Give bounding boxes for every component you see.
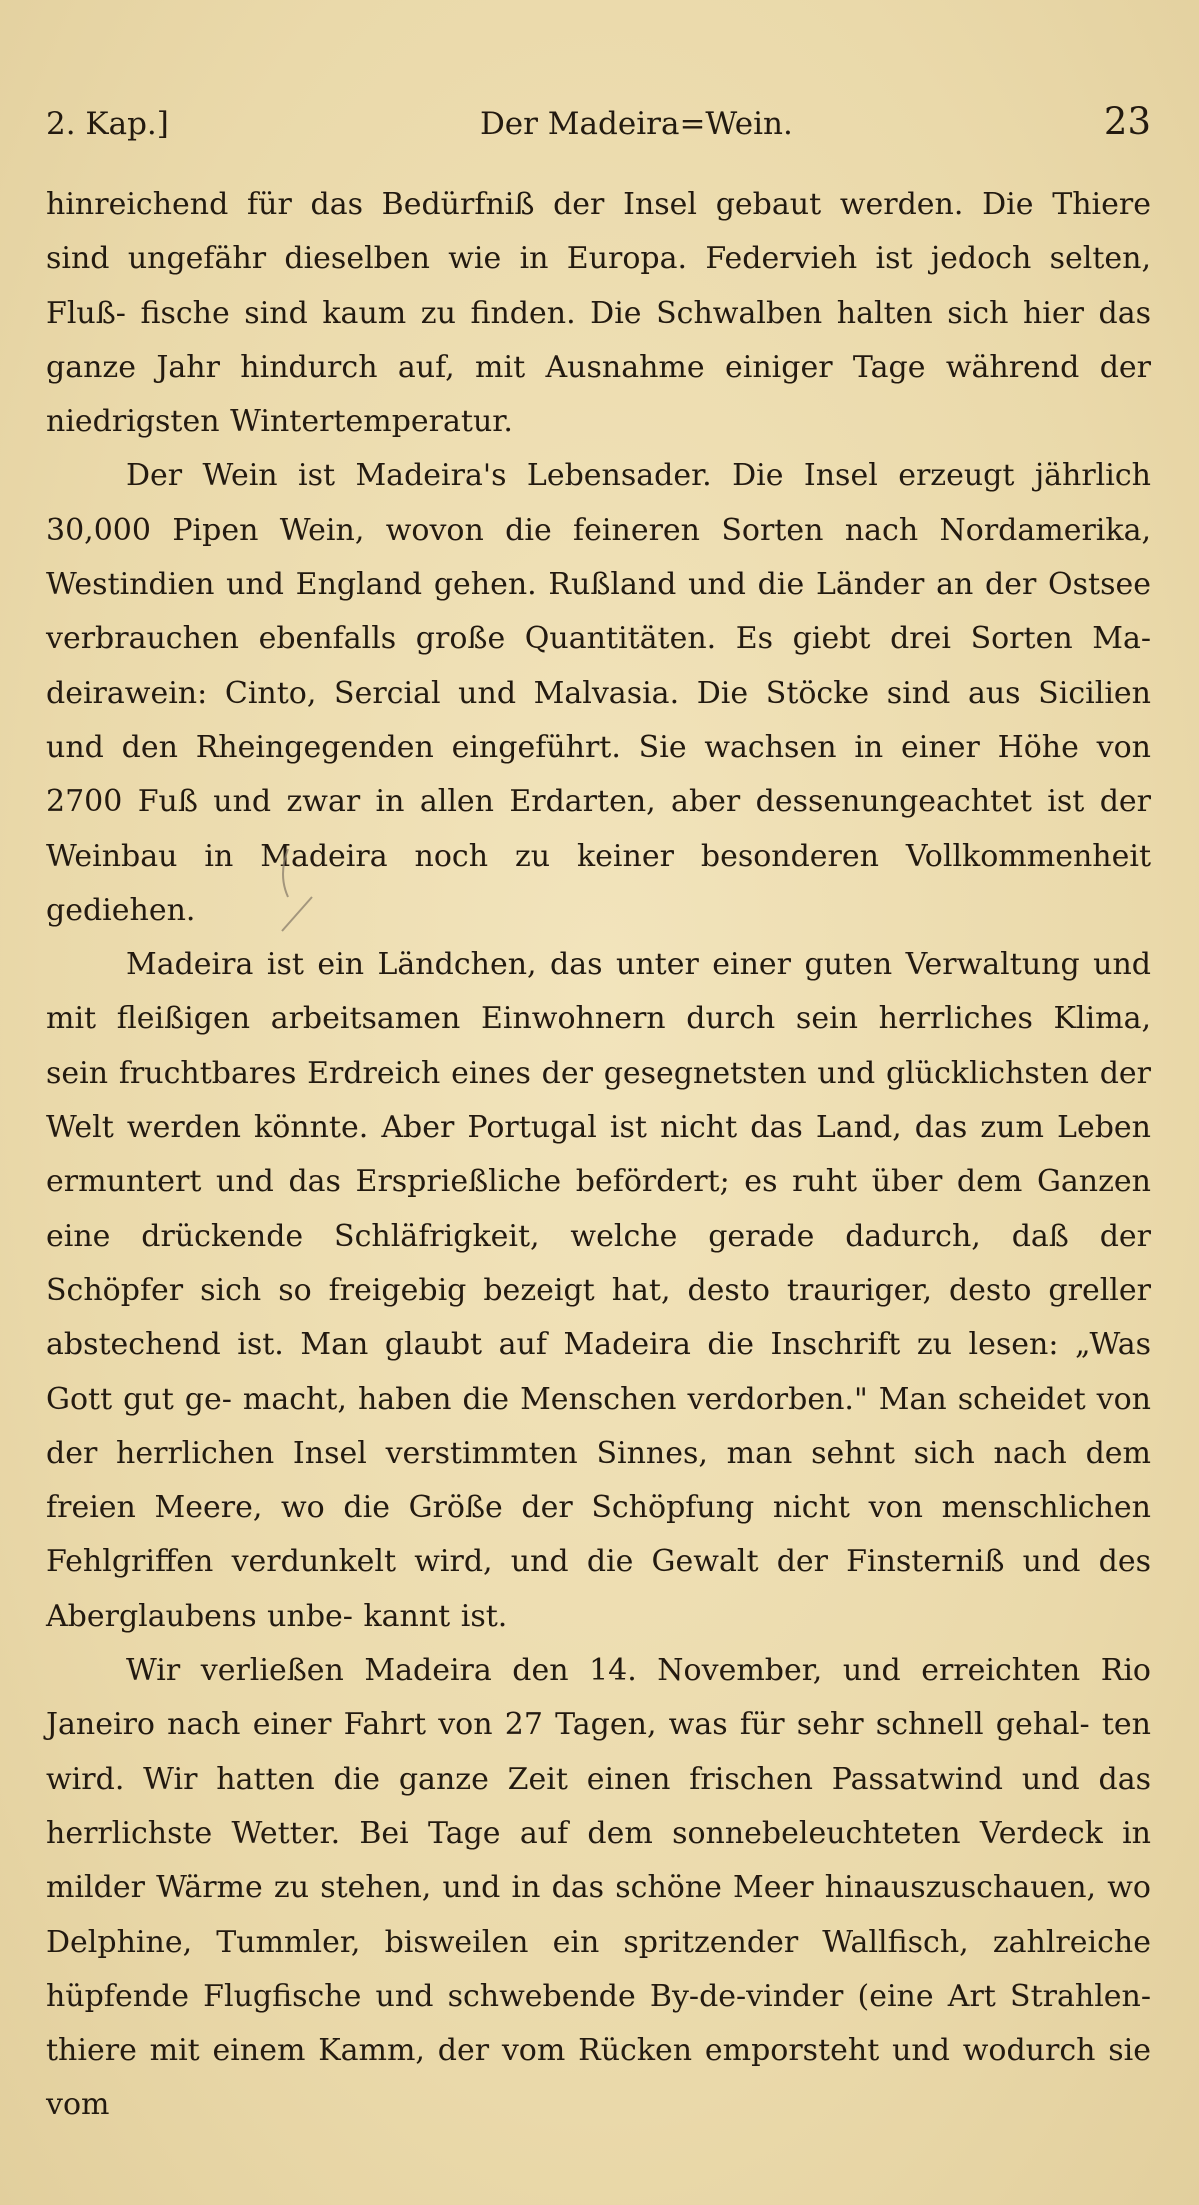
chapter-label: 2. Kap.] (46, 106, 169, 142)
paragraph-continuation: hinreichend für das Bedürfniß der Insel gebaut werden. Die Thiere sind ungefähr dieselben wie in Europa. Federvieh ist jedoch selten, Fluß- fische sind kaum zu finden. Die Schwalben halten sich hier das ganze Jahr hindurch auf, mit Ausnahme einiger Tage während der niedrigsten Wintertemperatur. (46, 187, 1151, 440)
book-page (46, 100, 1151, 2133)
running-title: Der Madeira=Wein. (479, 106, 793, 142)
page-number: 23 (1103, 100, 1151, 143)
paragraph-voyage: Wir verließen Madeira den 14. November, und erreichten Rio Janeiro nach einer Fahrt von 27 Tagen, was für sehr schnell gehal- ten wird. Wir hatten die ganze Zeit einen frischen Passatwind und das herrlichste Wetter. Bei Tage auf dem sonnebeleuchteten Verdeck in milder Wärme zu stehen, und in das schöne Meer hinauszuschauen, wo Delphine, Tummler, bisweilen ein spritzender Wallfisch, zahlreiche hüpfende Flugfische und schwebende By-de-vinder (eine Art Strahlen- thiere mit einem Kamm, der vom Rücken emporsteht und wodurch sie vom (46, 1653, 1151, 2123)
body-text (46, 178, 1151, 2133)
paragraph-wine: Der Wein ist Madeira's Lebensader. Die Insel erzeugt jährlich 30,000 Pipen Wein, wovon die feineren Sorten nach Nordamerika, Westindien und England gehen. Rußland und die Länder an der Ostsee verbrauchen ebenfalls große Quantitäten. Es giebt drei Sorten Ma- deirawein: Cinto, Sercial und Malvasia. Die Stöcke sind aus Sicilien und den Rheingegenden eingeführt. Sie wachsen in einer Höhe von 2700 Fuß und zwar in allen Erdarten, aber dessenungeachtet ist der Weinbau in Madeira noch zu keiner besonderen Vollkommenheit gediehen. (46, 458, 1151, 928)
running-head (46, 100, 1151, 160)
paragraph-madeira-land: Madeira ist ein Ländchen, das unter einer guten Verwaltung und mit fleißigen arbeitsamen Einwohnern durch sein herrliches Klima, sein fruchtbares Erdreich eines der gesegnetsten und glücklichsten der Welt werden könnte. Aber Portugal ist nicht das Land, das zum Leben ermuntert und das Ersprießliche befördert; es ruht über dem Ganzen eine drückende Schläfrigkeit, welche gerade dadurch, daß der Schöpfer sich so freigebig bezeigt hat, desto trauriger, desto greller abstechend ist. Man glaubt auf Madeira die Inschrift zu lesen: „Was Gott gut ge- macht, haben die Menschen verdorben." Man scheidet von der herrlichen Insel verstimmten Sinnes, man sehnt sich nach dem freien Meere, wo die Größe der Schöpfung nicht von menschlichen Fehlgriffen verdunkelt wird, und die Gewalt der Finsterniß und des Aberglaubens unbe- kannt ist. (46, 947, 1151, 1634)
